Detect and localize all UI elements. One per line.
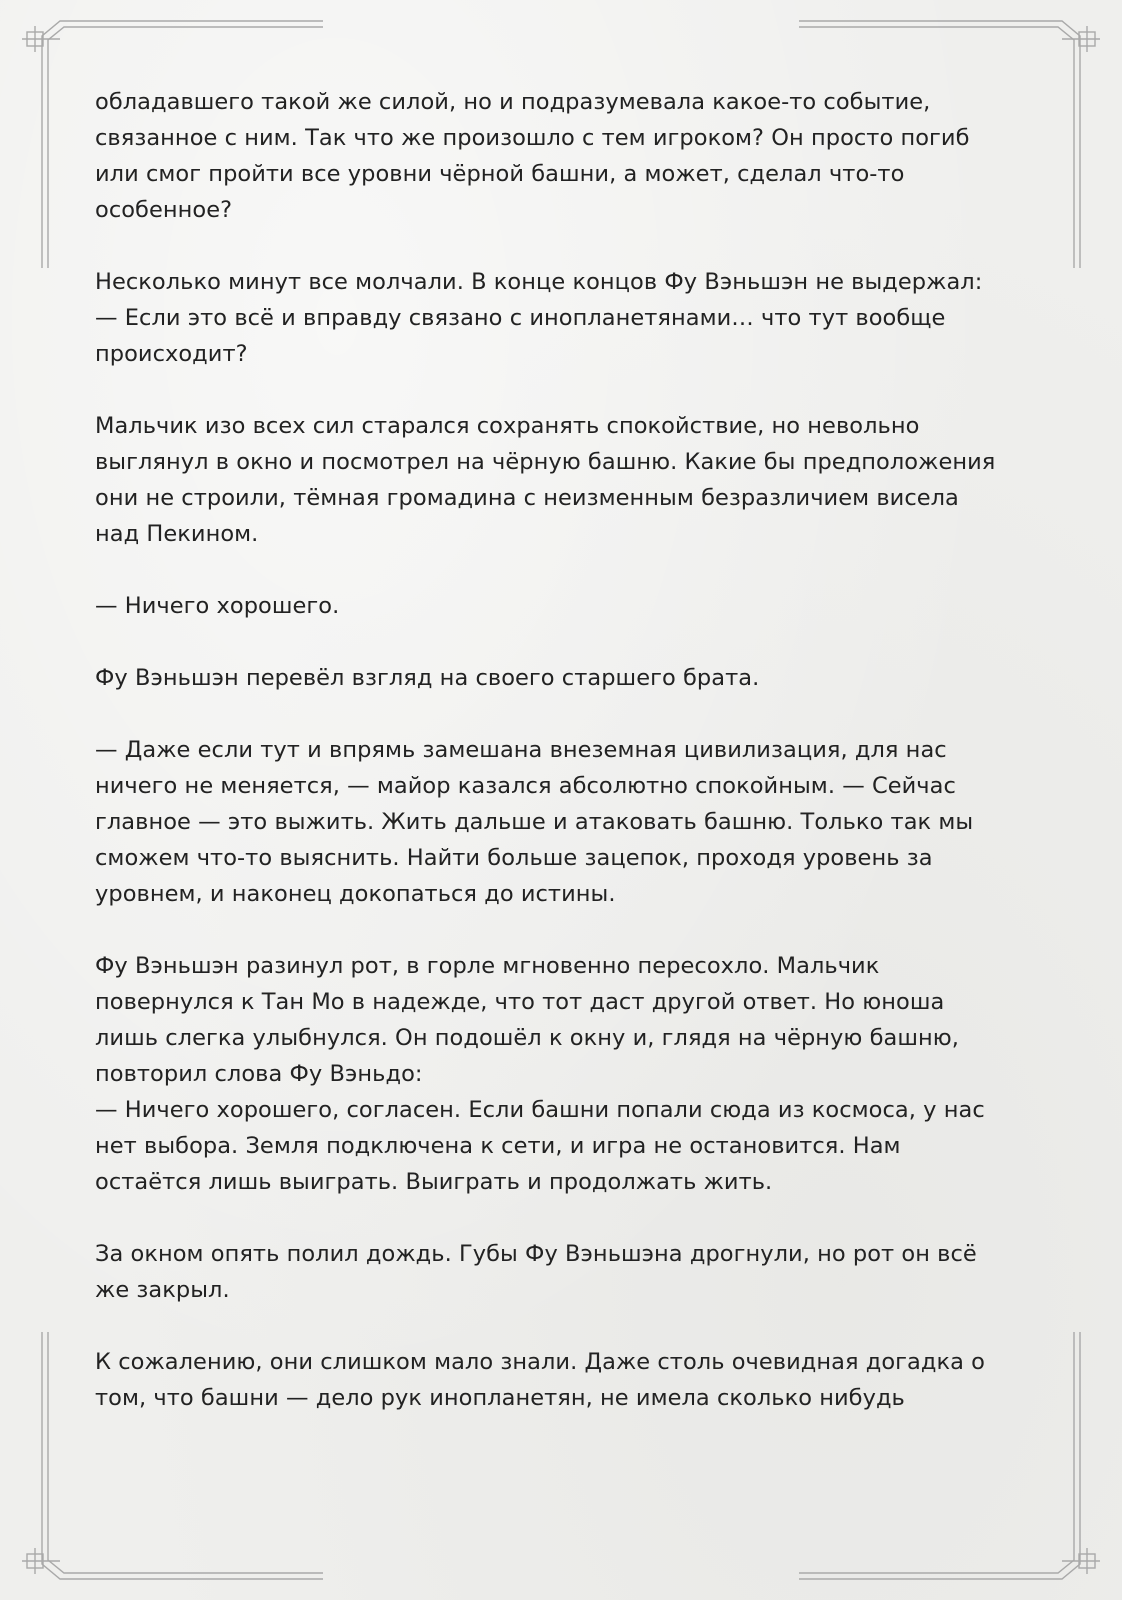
text-line: ничего не меняется, — майор казался абсолютно спокойным. — Сейчас [95, 773, 956, 799]
paragraph [95, 588, 1035, 624]
text-line: — Даже если тут и впрямь замешана внеземная цивилизация, для нас [95, 737, 947, 763]
text-line: или смог пройти все уровни чёрной башни, а может, сделал что-то [95, 161, 905, 187]
text-line: Несколько минут все молчали. В конце концов Фу Вэньшэн не выдержал: [95, 269, 983, 295]
text-line: повернулся к Тан Мо в надежде, что тот даст другой ответ. Но юноша [95, 989, 945, 1015]
paragraph [95, 84, 1035, 228]
text-line: выглянул в окно и посмотрел на чёрную башню. Какие бы предположения [95, 449, 996, 475]
paragraph [95, 1236, 1035, 1308]
paragraph [95, 264, 1035, 372]
text-line: — Ничего хорошего, согласен. Если башни попали сюда из космоса, у нас [95, 1097, 985, 1123]
text-line: над Пекином. [95, 521, 259, 547]
text-line: — Если это всё и вправду связано с инопланетянами… что тут вообще [95, 305, 946, 331]
text-line: обладавшего такой же силой, но и подразумевала какое-то событие, [95, 89, 931, 115]
paragraph [95, 660, 1035, 696]
text-line: происходит? [95, 341, 248, 367]
text-line: нет выбора. Земля подключена к сети, и игра не остановится. Нам [95, 1133, 901, 1159]
text-line: связанное с ним. Так что же произошло с тем игроком? Он просто погиб [95, 125, 970, 151]
text-line: — Ничего хорошего. [95, 593, 340, 619]
paragraph [95, 1344, 1035, 1416]
text-line: особенное? [95, 197, 233, 223]
text-line: Фу Вэньшэн разинул рот, в горле мгновенно пересохло. Мальчик [95, 953, 880, 979]
text-line: главное — это выжить. Жить дальше и атаковать башню. Только так мы [95, 809, 974, 835]
text-line: том, что башни — дело рук инопланетян, не имела сколько нибудь [95, 1385, 905, 1411]
text-line: лишь слегка улыбнулся. Он подошёл к окну и, глядя на чёрную башню, [95, 1025, 959, 1051]
text-line: же закрыл. [95, 1277, 230, 1303]
paragraph [95, 732, 1035, 912]
text-line: Мальчик изо всех сил старался сохранять спокойствие, но невольно [95, 413, 920, 439]
document-text-body [95, 84, 1035, 1452]
paragraph [95, 408, 1035, 552]
paragraph [95, 948, 1035, 1200]
text-line: сможем что-то выяснить. Найти больше зацепок, проходя уровень за [95, 845, 933, 871]
text-line: За окном опять полил дождь. Губы Фу Вэньшэна дрогнули, но рот он всё [95, 1241, 977, 1267]
text-line: они не строили, тёмная громадина с неизменным безразличием висела [95, 485, 959, 511]
text-line: повторил слова Фу Вэньдо: [95, 1061, 423, 1087]
text-line: уровнем, и наконец докопаться до истины. [95, 881, 616, 907]
text-line: остаётся лишь выиграть. Выиграть и продолжать жить. [95, 1169, 773, 1195]
text-line: К сожалению, они слишком мало знали. Даже столь очевидная догадка о [95, 1349, 985, 1375]
text-line: Фу Вэньшэн перевёл взгляд на своего старшего брата. [95, 665, 760, 691]
